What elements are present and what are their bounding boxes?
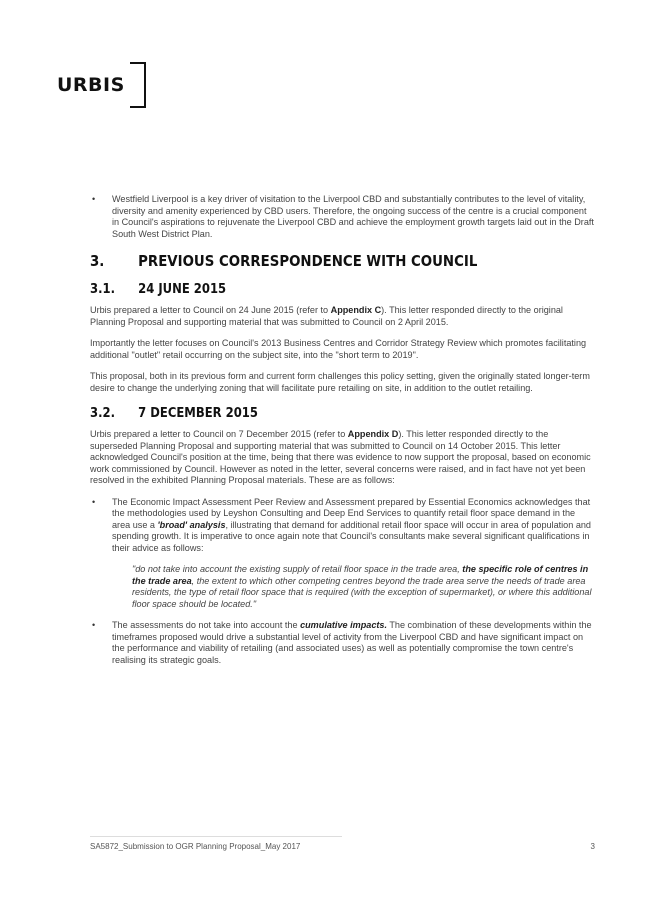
- bullet-dot: •: [92, 496, 96, 507]
- section-3-2-bullet-1: [90, 497, 595, 555]
- logo-bracket: [130, 62, 146, 108]
- section-3-1-paragraph-3: This proposal, both in its previous form and current form challenges this policy setting, given the originally stated longer-term desire to change the underlying zoning that will facilitate pure retailing on site, in addition to the outlet retailing.: [90, 371, 590, 393]
- broad-analysis-emphasis: 'broad' analysis: [157, 519, 226, 530]
- urbis-logo: [57, 62, 146, 108]
- bullet-2-text: The assessments do not take into account the cumulative impacts. The combination of these developments within the timeframes proposed would drive a substantial level of activity from the Liverpool CBD and have significant impact on the performance and viability of retailing (and associated uses) as well as potentially compromise the town centre's realising its strategic goals.: [112, 620, 592, 665]
- section-3-1-title: 24 JUNE 2015: [138, 281, 227, 297]
- section-3-number: 3.: [90, 252, 105, 270]
- section-3-title: PREVIOUS CORRESPONDENCE WITH COUNCIL: [138, 252, 478, 270]
- appendix-d-ref: Appendix D: [347, 429, 399, 439]
- logo-text: URBIS: [57, 74, 125, 96]
- bullet-dot: •: [92, 194, 96, 204]
- section-3-2-title: 7 DECEMBER 2015: [138, 405, 258, 421]
- section-3-2-number: 3.2.: [90, 405, 115, 421]
- intro-bullet-text: Westfield Liverpool is a key driver of visitation to the Liverpool CBD and substantially contributes to the level of vitality, diversity and amenity experienced by CBD users. Therefore, the ongoing success of the centre is a crucial component in Council's aspirations to rejuvenate the Liverpool CBD and achieve the employment growth targets laid out in the Draft South West District Plan.: [112, 194, 594, 239]
- section-3-1-heading: [90, 281, 524, 297]
- page-footer: [90, 842, 595, 851]
- footer-divider: [90, 836, 342, 837]
- cumulative-impacts-emphasis: cumulative impacts.: [300, 620, 387, 630]
- section-3-heading: [90, 252, 524, 270]
- appendix-c-ref: Appendix C: [330, 305, 382, 315]
- footer-document-name: SA5872_Submission to OGR Planning Proposal_May 2017: [90, 842, 301, 851]
- bullet-dot: •: [92, 620, 96, 630]
- section-3-2-heading: [90, 405, 524, 421]
- page-number: 3: [590, 842, 595, 851]
- intro-bullet: [90, 194, 595, 240]
- section-3-1-paragraph-2: Importantly the letter focuses on Council's 2013 Business Centres and Corridor Strategy Review which promotes facilitating additional "outlet" retail occurring on the subject site, into the "short term to 2019".: [90, 338, 587, 360]
- quote-block: "do not take into account the existing supply of retail floor space in the trade area, the specific role of centres in the trade area, the extent to which other competing centres beyond the trade area serve the needs of trade area residents, the type of retail floor space that is required (with the exception of supermarket), or where this additional floor space should be located.": [132, 564, 592, 609]
- bullet-1-text: The Economic Impact Assessment Peer Review and Assessment prepared by Essential Economics acknowledges that the methodologies used by Leyshon Consulting and Deep End Services to quantify retail floor space demand in the area use a 'broad' analysis, illustrating that demand for additional retail floor space will occur in area of population and spending growth. It is imperative to once again note that Council's consultants make several significant qualifications in their advice as follows:: [112, 496, 591, 553]
- section-3-2-bullet-2: [90, 620, 595, 666]
- quote-emphasis: the specific role of centres in the trade area: [132, 564, 589, 586]
- section-3-1-paragraph-1: Urbis prepared a letter to Council on 24 June 2015 (refer to Appendix C). This letter responded directly to the original Planning Proposal and supporting material that was submitted to Council on 2 April 2015.: [90, 305, 563, 327]
- page-content: [90, 194, 595, 666]
- section-3-2-paragraph-1: Urbis prepared a letter to Council on 7 December 2015 (refer to Appendix D). This letter responded directly to the superseded Planning Proposal and supporting material that was submitted to Council on 14 October 2015. This letter acknowledged Council's position at the time, being that there was evidence to now support the proposal, based on economic work commissioned by Council. However as noted in the letter, several concerns were raised, and in fact have not yet been resolved in the exhibited Planning Proposal materials. These are as follows:: [90, 429, 591, 485]
- section-3-1-number: 3.1.: [90, 281, 115, 297]
